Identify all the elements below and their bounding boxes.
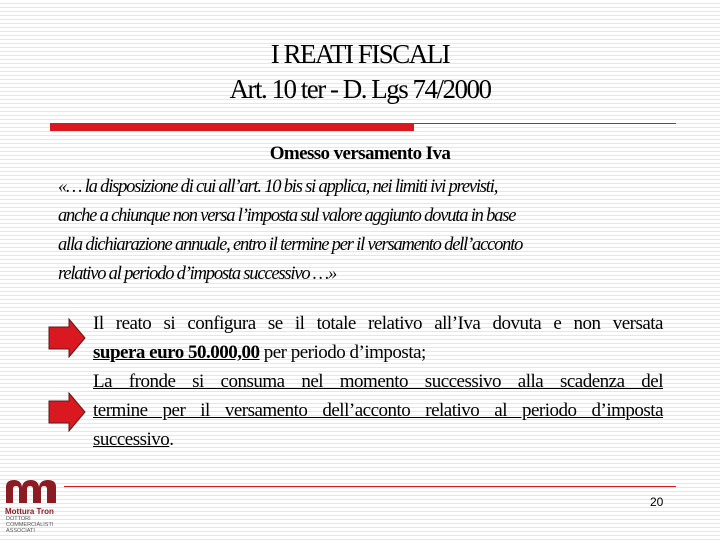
title-line-1: I REATI FISCALI <box>270 39 450 69</box>
red-arrow-icon <box>47 318 87 358</box>
red-arrow-icon <box>47 392 87 432</box>
logo-caption-line: DOTTORI <box>6 516 31 522</box>
logo-caption-line: ASSOCIATI <box>6 528 35 534</box>
quote-line: alla dichiarazione annuale, entro il termine per il versamento dell’acconto <box>58 235 523 255</box>
threshold-amount: supera euro 50.000,00 <box>93 342 260 363</box>
bullet-2-line-3 <box>93 425 663 454</box>
thin-divider-line <box>414 123 676 124</box>
bullet-1-line-2 <box>93 338 663 367</box>
page-number: 20 <box>650 495 664 509</box>
title-line-2-text: Art. 10 ter - D. Lgs 74/2000 <box>229 74 491 104</box>
quote-line: relativo al periodo d’imposta successivo …» <box>58 264 337 284</box>
bullet-2-line-3-end: . <box>169 429 174 450</box>
bullet-1-line-2-rest: per periodo d’imposta; <box>259 342 426 363</box>
title-line-2 <box>0 72 720 106</box>
bullet-2-line-2: termine per il versamento dell’acconto relativo al periodo d’imposta <box>93 400 663 421</box>
footer-divider-line <box>64 486 676 487</box>
bullet-2-line-1: La fronde si consuma nel momento successivo alla scadenza del <box>93 371 663 392</box>
bullet-list <box>93 309 663 454</box>
bullet-1-line-1: Il reato si configura se il totale relativo all’Iva dovuta e non versata <box>93 313 663 334</box>
bullet-item <box>93 309 663 367</box>
bullet-2-line-3-text: successivo <box>93 429 170 450</box>
quote-line: «… la disposizione di cui all’art. 10 bis si applica, nei limiti ivi previsti, <box>58 177 498 197</box>
logo-caption-line: COMMERCIALISTI <box>6 522 54 528</box>
subtitle: Omesso versamento Iva <box>269 143 451 164</box>
quote-line: anche a chiunque non versa l’imposta sul valore aggiunto dovuta in base <box>58 206 516 226</box>
red-divider-bar <box>50 123 414 131</box>
logo-name: Mottura Tron <box>5 507 54 516</box>
bullet-item <box>93 367 663 454</box>
law-quote <box>58 173 666 289</box>
logo-caption <box>6 516 53 534</box>
